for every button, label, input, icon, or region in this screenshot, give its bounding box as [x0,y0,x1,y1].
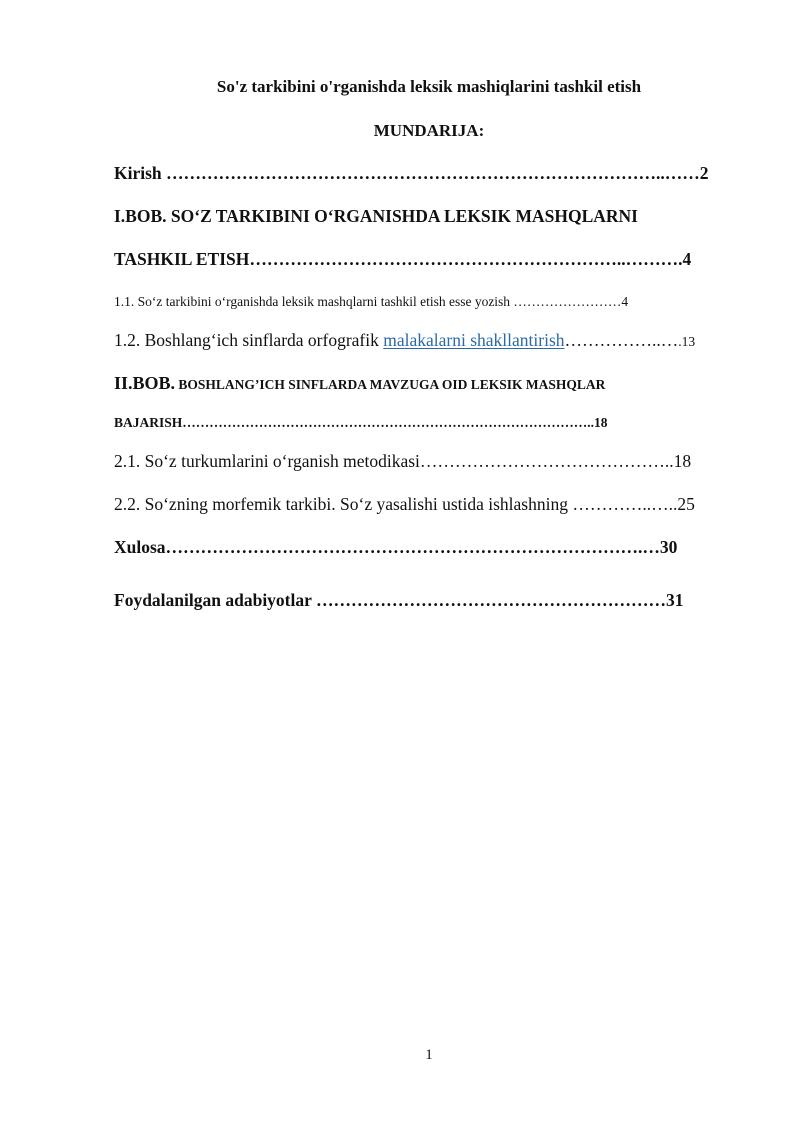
toc-entry-1-2-page: .13 [678,334,696,349]
toc-entry-2-2: 2.2. So‘zning morfemik tarkibi. So‘z yasalishi ustida ishlashning …………..…..25 [114,494,695,514]
toc-entry-bob2-prefix: II.BOB. [114,373,176,393]
toc-entry-2-1: 2.1. So‘z turkumlarini o‘rganish metodikasi……………………………………..18 [114,451,692,471]
page-number: 1 [425,1047,433,1063]
toc-entry-bob1-line1: I.BOB. SO‘Z TARKIBINI O‘RGANISHDA LEKSIK MASHQLARNI [114,206,638,226]
toc-entry-bob2-line1 [114,373,605,394]
toc-entry-bob1-line2: TASHKIL ETISH………………………………………………………..……….4 [114,249,692,269]
document-title: So'z tarkibini o'rganishda leksik mashiqlarini tashkil etish [216,77,642,96]
toc-entry-1-2-text: 1.2. Boshlang‘ich sinflarda orfografik [114,330,384,350]
toc-entry-adabiyotlar: Foydalanilgan adabiyotlar ……………………………………………………31 [114,590,684,610]
toc-entry-xulosa: Xulosa……………………………………………………………………….…30 [114,537,678,557]
toc-entry-1-1: 1.1. So‘z tarkibini o‘rganishda leksik mashqlarni tashkil etish esse yozish ……………………4 [114,294,629,309]
toc-entry-1-2-dots: ……………..… [564,330,679,350]
toc-entry-1-2 [114,330,695,351]
toc-entry-kirish: Kirish …………………………………………………………………………..……2 [114,163,709,183]
toc-entry-bob2-line2: BAJARISH………………………………………………………………………………..18 [114,415,608,430]
toc-entry-bob2-rest: BOSHLANG’ICH SINFLARDA MAVZUGA OID LEKSIK MASHQLAR [175,377,606,392]
toc-heading: MUNDARIJA: [373,121,485,140]
toc-entry-1-2-link[interactable]: malakalarni shakllantirish [383,330,565,350]
